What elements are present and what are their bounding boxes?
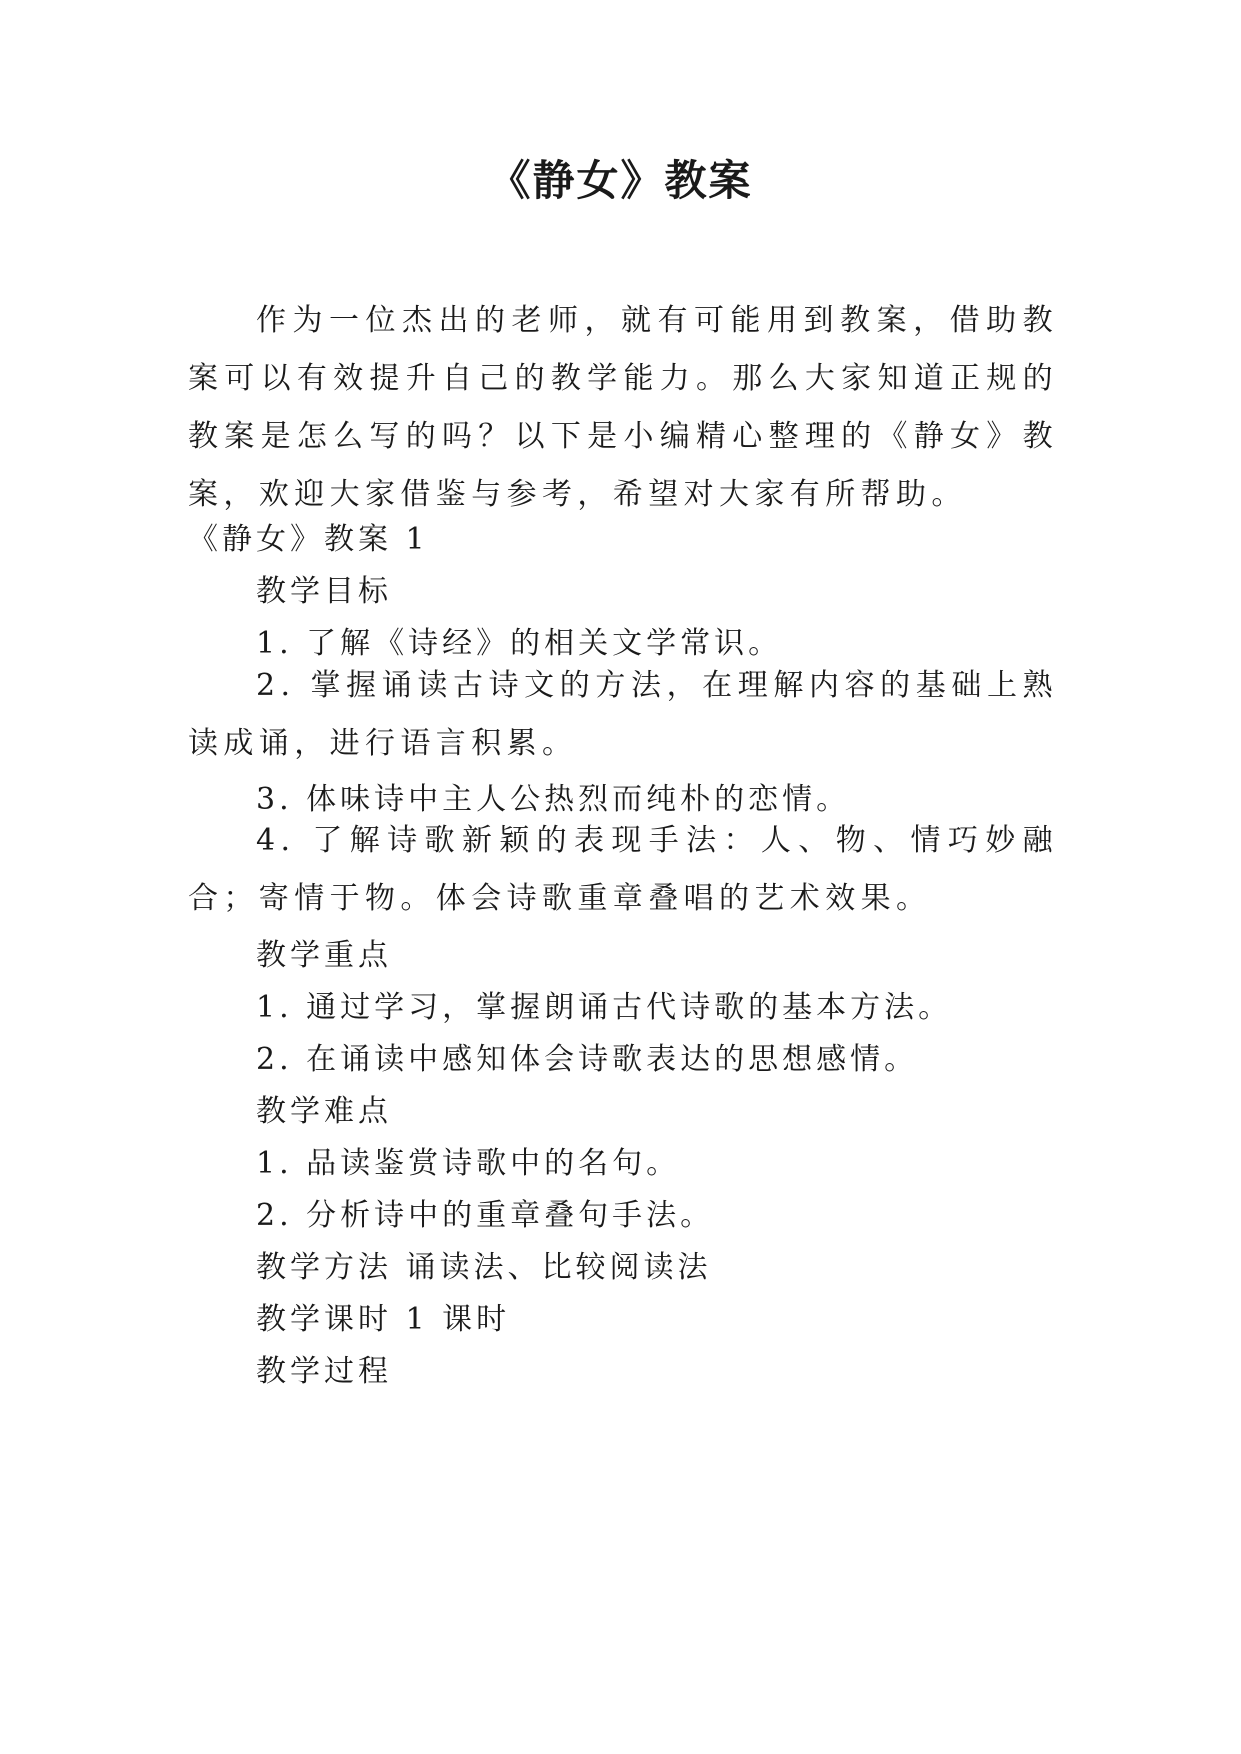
focus-heading: 教学重点 [256,938,392,973]
section-heading: 《静女》教案 1 [188,522,429,557]
difficulty-item-2: 2. 分析诗中的重章叠句手法。 [256,1198,715,1233]
process-heading: 教学过程 [256,1354,392,1389]
teaching-hours: 教学课时 1 课时 [256,1302,511,1337]
goal-item-3: 3. 体味诗中主人公热烈而纯朴的恋情。 [256,782,851,817]
focus-item-2: 2. 在诵读中感知体会诗歌表达的思想感情。 [256,1042,919,1077]
goal-item-1: 1. 了解《诗经》的相关文学常识。 [256,626,783,661]
goals-heading: 教学目标 [256,574,392,609]
difficulty-item-1: 1. 品读鉴赏诗歌中的名句。 [256,1146,681,1181]
teaching-method: 教学方法 诵读法、比较阅读法 [256,1250,712,1285]
intro-paragraph: 作为一位杰出的老师，就有可能用到教案，借助教案可以有效提升自己的教学能力。那么大家知道正规的教案是怎么写的吗？以下是小编精心整理的《静女》教案，欢迎大家借鉴与参考，希望对大家有所帮助。 [188,303,1058,512]
document-title: 《静女》教案 [488,156,753,205]
goal-item-4: 4. 了解诗歌新颖的表现手法：人、物、情巧妙融合；寄情于物。体会诗歌重章叠唱的艺术效果。 [188,823,1058,916]
focus-item-1: 1. 通过学习，掌握朗诵古代诗歌的基本方法。 [256,990,953,1025]
difficulty-heading: 教学难点 [256,1094,392,1129]
goal-item-2: 2. 掌握诵读古诗文的方法，在理解内容的基础上熟读成诵，进行语言积累。 [188,668,1058,761]
